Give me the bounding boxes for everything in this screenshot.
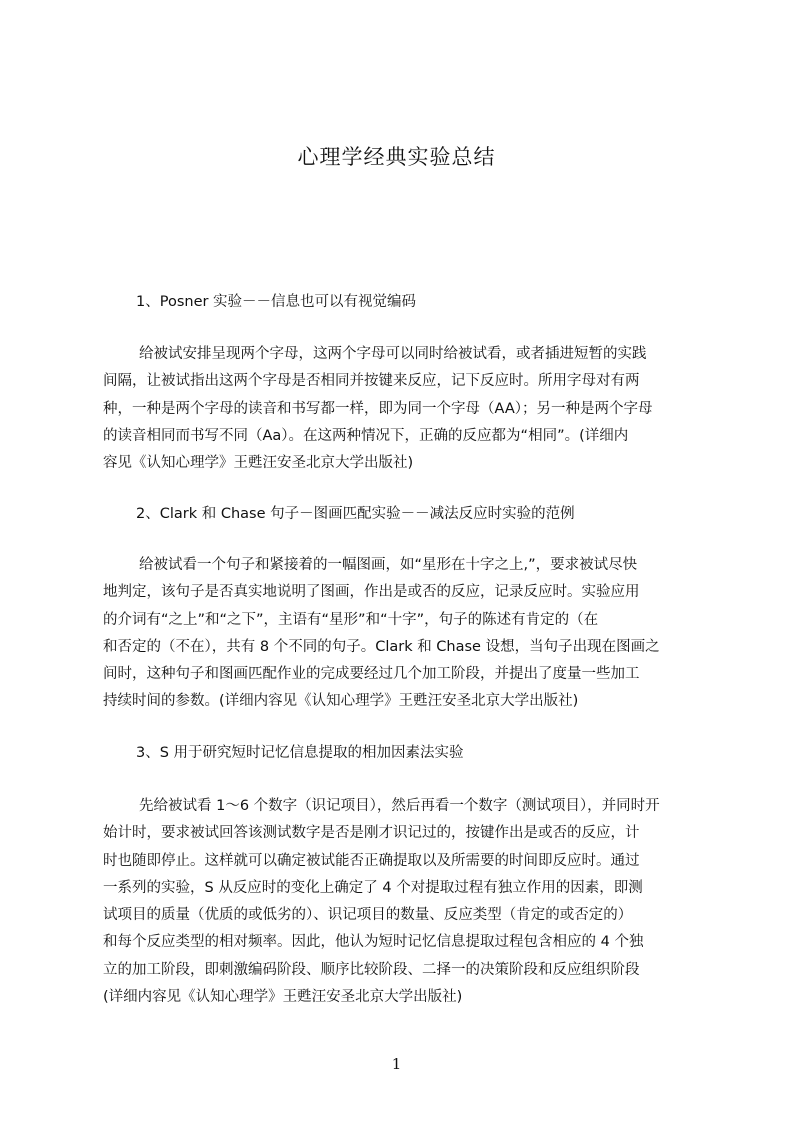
page-number: 1 [391,1055,402,1073]
paragraph-line: 立的加工阶段，即刺激编码阶段、顺序比较阶段、二择一的决策阶段和反应组织阶段 [103,961,640,978]
paragraph-line: 种，一种是两个字母的读音和书写都一样，即为同一个字母（AA）；另一种是两个字母 [103,400,653,417]
paragraph-line: 间隔，让被试指出这两个字母是否相同并按键来反应，记下反应时。所用字母对有两 [103,373,640,390]
section-heading-clark-chase: 2、Clark 和 Chase 句子－图画匹配实验－－减法反应时实验的范例 [136,506,575,522]
paragraph-line: 始计时，要求被试回答该测试数字是否是刚才识记过的，按键作出是或否的反应，计 [103,825,640,842]
section-heading-additive-factors: 3、S 用于研究短时记忆信息提取的相加因素法实验 [136,745,464,761]
section-body-clark-chase [103,552,703,716]
document-title: 心理学经典实验总结 [297,145,496,169]
paragraph-line: 先给被试看 1～6 个数字（识记项目），然后再看一个数字（测试项目），并同时开 [139,798,660,814]
paragraph-line: 的读音相同而书写不同（Aa）。在这两种情况下，正确的反应都为“相同”。(详细内 [103,427,629,444]
paragraph-line: 试项目的质量（优质的或低劣的）、识记项目的数量、反应类型（肯定的或否定的） [103,907,633,924]
paragraph-line: 和否定的（不在），共有 8 个不同的句子。Clark 和 Chase 设想，当句子出现在图画之 [103,638,660,655]
paragraph-line: 时也随即停止。这样就可以确定被试能否正确提取以及所需要的时间即反应时。通过 [103,852,640,869]
paragraph-line: 给被试看一个句子和紧接着的一幅图画，如“星形在十字之上,”，要求被试尽快 [139,557,638,573]
paragraph-line: 持续时间的参数。(详细内容见《认知心理学》王甦汪安圣北京大学出版社) [103,693,579,710]
paragraph-line: 给被试安排呈现两个字母，这两个字母可以同时给被试看，或者插进短暂的实践 [139,346,647,362]
paragraph-line: 容见《认知心理学》王甦汪安圣北京大学出版社) [103,455,414,472]
paragraph-line: 一系列的实验，S 从反应时的变化上确定了 4 个对提取过程有独立作用的因素，即测 [103,879,643,896]
section-body-additive-factors [103,793,703,1011]
paragraph-line: 的介词有“之上”和“之下”，主语有“星形”和“十字”，句子的陈述有肯定的（在 [103,611,599,628]
paragraph-line: 地判定，该句子是否真实地说明了图画，作出是或否的反应，记录反应时。实验应用 [103,584,640,601]
paragraph-line: (详细内容见《认知心理学》王甦汪安圣北京大学出版社) [103,989,463,1006]
paragraph-line: 和每个反应类型的相对频率。因此，他认为短时记忆信息提取过程包含相应的 4 个独 [103,934,644,951]
paragraph-line: 间时，这种句子和图画匹配作业的完成要经过几个加工阶段，并提出了度量一些加工 [103,666,640,683]
section-heading-posner: 1、Posner 实验－－信息也可以有视觉编码 [136,294,417,310]
section-body-posner [103,341,703,477]
